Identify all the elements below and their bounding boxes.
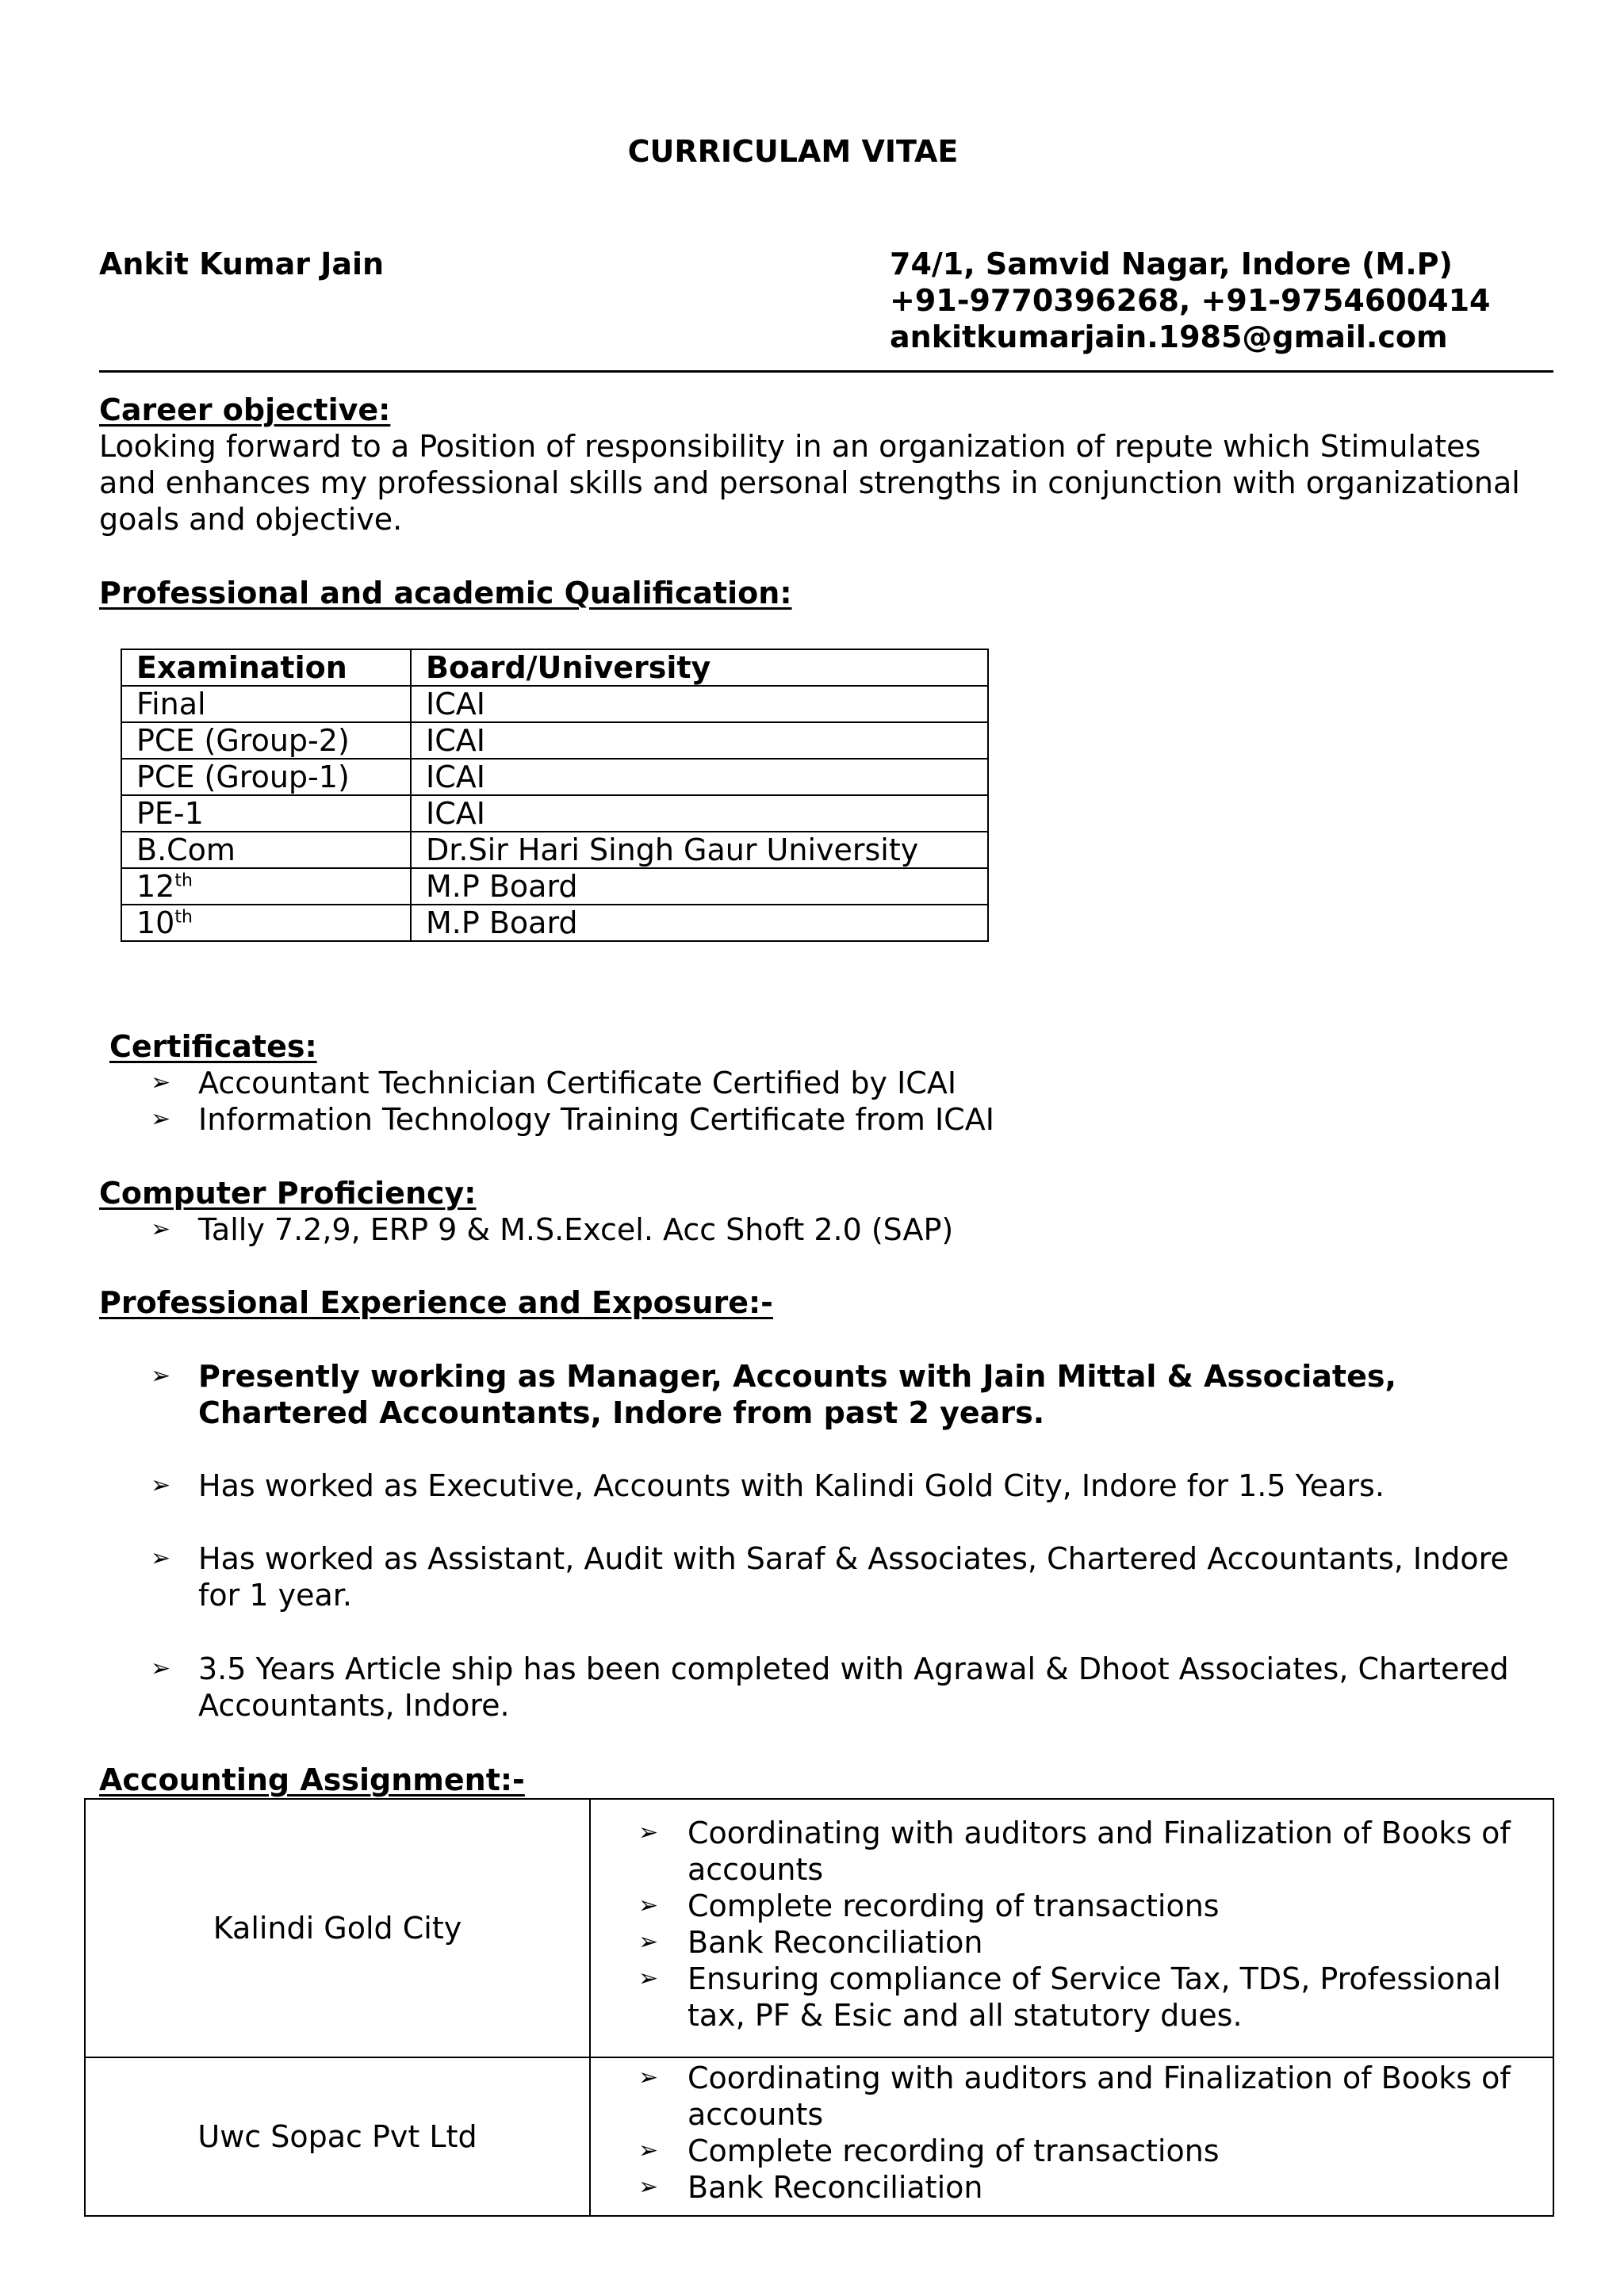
accounting-assignment-heading: Accounting Assignment:- (99, 1762, 525, 1797)
exam-cell: PCE (Group-1) (121, 759, 411, 795)
career-line: and enhances my professional skills and personal strengths in conjunction with organizational (99, 465, 1520, 500)
exam-cell: PCE (Group-2) (121, 722, 411, 759)
candidate-name: Ankit Kumar Jain (99, 247, 385, 281)
table-row (121, 795, 988, 832)
exam-cell: B.Com (121, 832, 411, 868)
arrow-bullet-icon: ➢ (638, 1892, 659, 1919)
tasks-cell (590, 1799, 1553, 2057)
arrow-bullet-icon: ➢ (151, 1069, 171, 1096)
task-item: ➢ Ensuring compliance of Service Tax, TDS, Professional tax, PF & Esic and all statutory dues. (638, 1961, 1501, 2033)
arrow-bullet-icon: ➢ (151, 1362, 171, 1390)
board-cell: ICAI (411, 795, 988, 832)
tasks-cell (590, 2057, 1553, 2216)
exam-cell: PE-1 (121, 795, 411, 832)
career-objective-heading: Career objective: (99, 392, 391, 427)
table-row (121, 686, 988, 722)
task-item: ➢ Coordinating with auditors and Finalization of Books of accounts (638, 1816, 1511, 1887)
table-row (121, 759, 988, 795)
arrow-bullet-icon: ➢ (151, 1471, 171, 1499)
computer-proficiency-heading: Computer Proficiency: (99, 1176, 477, 1211)
arrow-bullet-icon: ➢ (151, 1215, 171, 1243)
organization-cell: Kalindi Gold City (85, 1799, 590, 2057)
experience-heading: Professional Experience and Exposure:- (99, 1285, 773, 1320)
board-cell: ICAI (411, 722, 988, 759)
table-header-row (121, 649, 988, 686)
list-item: ➢ Tally 7.2,9, ERP 9 & M.S.Excel. Acc Shoft 2.0 (SAP) (151, 1212, 954, 1247)
table-row (85, 1799, 1553, 2057)
column-header-board: Board/University (411, 649, 988, 686)
contact-block (890, 246, 1490, 355)
arrow-bullet-icon: ➢ (151, 1544, 171, 1572)
organization-cell: Uwc Sopac Pvt Ltd (85, 2057, 590, 2216)
arrow-bullet-icon: ➢ (638, 1928, 659, 1956)
list-item: ➢ Has worked as Assistant, Audit with Saraf & Associates, Chartered Accountants, Indore for 1 year. (151, 1541, 1509, 1613)
arrow-bullet-icon: ➢ (638, 2137, 659, 2164)
board-cell: ICAI (411, 759, 988, 795)
document-title: CURRICULAM VITAE (627, 134, 959, 169)
list-item: ➢ Accountant Technician Certificate Certified by ICAI (151, 1066, 957, 1100)
arrow-bullet-icon: ➢ (151, 1655, 171, 1682)
arrow-bullet-icon: ➢ (638, 1965, 659, 1992)
task-item: ➢ Complete recording of transactions (638, 1888, 1220, 1923)
header-divider (99, 370, 1553, 373)
task-item: ➢ Coordinating with auditors and Finalization of Books of accounts (638, 2061, 1511, 2132)
table-row (121, 868, 988, 905)
phone-numbers: +91-9770396268, +91-9754600414 (890, 283, 1491, 318)
career-line: Looking forward to a Position of responsibility in an organization of repute which Stimulates (99, 429, 1481, 464)
qualification-heading: Professional and academic Qualification: (99, 576, 792, 610)
exam-cell: 12th (121, 868, 411, 905)
board-cell: Dr.Sir Hari Singh Gaur University (411, 832, 988, 868)
board-cell: M.P Board (411, 905, 988, 941)
list-item: ➢ Has worked as Executive, Accounts with Kalindi Gold City, Indore for 1.5 Years. (151, 1468, 1385, 1503)
email: ankitkumarjain.1985@gmail.com (890, 320, 1448, 354)
exam-cell: 10th (121, 905, 411, 941)
board-cell: M.P Board (411, 868, 988, 905)
task-item: ➢ Bank Reconciliation (638, 2170, 983, 2205)
table-row (121, 832, 988, 868)
list-item: ➢ Information Technology Training Certificate from ICAI (151, 1102, 994, 1137)
table-row (121, 905, 988, 941)
assignment-table (84, 1798, 1554, 2217)
exam-cell: Final (121, 686, 411, 722)
column-header-examination: Examination (121, 649, 411, 686)
arrow-bullet-icon: ➢ (638, 1819, 659, 1846)
certificates-heading: Certificates: (109, 1029, 317, 1064)
table-row (85, 2057, 1553, 2216)
arrow-bullet-icon: ➢ (638, 2064, 659, 2091)
list-item: ➢ Presently working as Manager, Accounts with Jain Mittal & Associates, Chartered Accountants, Indore from past 2 years. (151, 1359, 1396, 1430)
career-objective-text (99, 428, 1553, 538)
address: 74/1, Samvid Nagar, Indore (M.P) (890, 247, 1453, 281)
board-cell: ICAI (411, 686, 988, 722)
arrow-bullet-icon: ➢ (638, 2173, 659, 2201)
career-line: goals and objective. (99, 502, 403, 537)
table-row (121, 722, 988, 759)
task-item: ➢ Complete recording of transactions (638, 2133, 1220, 2168)
arrow-bullet-icon: ➢ (151, 1105, 171, 1133)
qualification-table (121, 649, 989, 942)
task-item: ➢ Bank Reconciliation (638, 1925, 983, 1960)
list-item: ➢ 3.5 Years Article ship has been completed with Agrawal & Dhoot Associates, Chartered Accountants, Indore. (151, 1651, 1509, 1723)
